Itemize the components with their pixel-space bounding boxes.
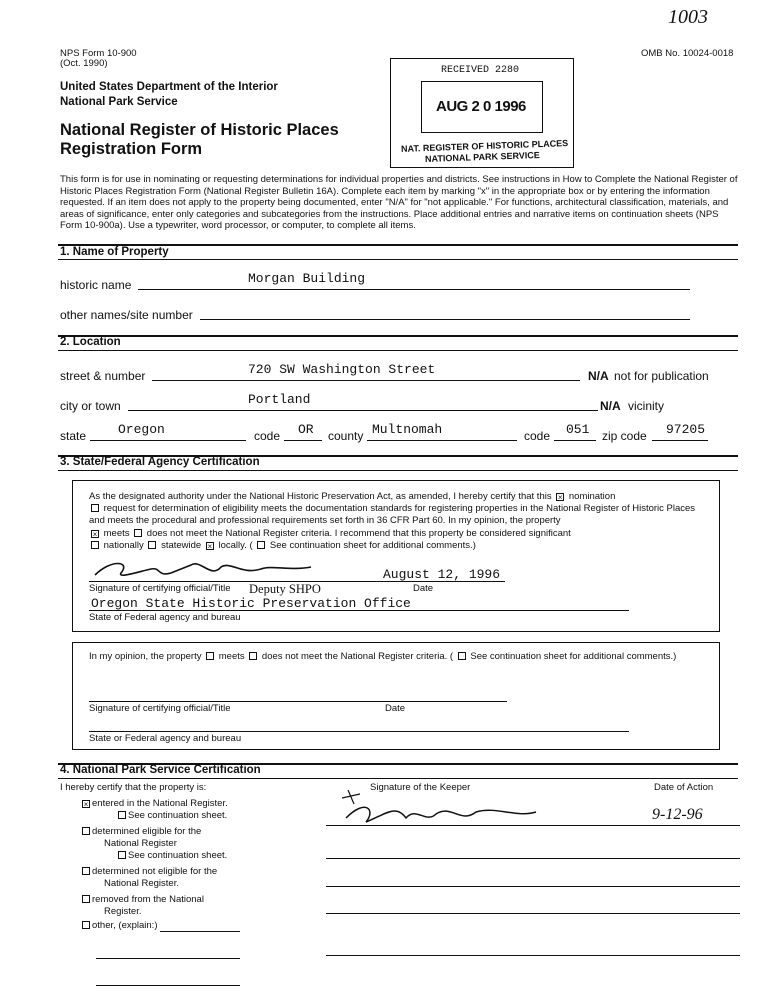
street-label: street & number: [60, 369, 146, 383]
keeper-line-1: [326, 825, 740, 826]
keeper-line-4: [326, 913, 740, 914]
county-value: Multnomah: [372, 422, 443, 437]
opinion-box: [72, 642, 720, 750]
section-1-heading: 1. Name of Property: [60, 246, 169, 258]
zip-value: 97205: [666, 422, 706, 437]
zip-label: zip code: [602, 429, 647, 443]
opinion-agency-line: [89, 731, 629, 732]
entered-item: [80, 798, 228, 810]
keeper-label: Signature of the Keeper: [370, 782, 471, 793]
other-label: other, (explain:): [92, 920, 158, 931]
opinion-not-meet-label: does not meet the National Register criteria. (: [261, 651, 454, 662]
county-line: [367, 440, 517, 441]
department: United States Department of the Interior: [60, 81, 278, 93]
omb-number: OMB No. 10024-0018: [641, 48, 734, 59]
agency-label: State of Federal agency and bureau: [89, 612, 241, 623]
cert-standards: request for determination of eligibility meets the documentation standards for registering properties in the National Register of Historic Places and meets the procedural and professional requirements set forth in 36 CFR Part 60. In my opinion, the property: [89, 503, 696, 527]
det-eligible-label: determined eligible for the: [92, 826, 202, 837]
section-1-underline: [58, 259, 738, 260]
section-4-underline: [58, 778, 738, 779]
det-eligible-checkbox[interactable]: [82, 827, 90, 835]
county-code-value: 051: [566, 422, 590, 437]
other-item: [80, 920, 157, 931]
historic-name-value: Morgan Building: [248, 271, 366, 286]
received-stamp: [390, 58, 574, 168]
other-line-2: [96, 958, 240, 959]
entered-checkbox[interactable]: ×: [83, 800, 89, 809]
opinion-intro: In my opinion, the property: [89, 651, 202, 662]
locally-label: locally. (: [218, 539, 253, 551]
vicinity-label: vicinity: [628, 399, 665, 413]
det-not-line2: National Register.: [104, 878, 179, 889]
opinion-date-label: Date: [385, 703, 406, 714]
state-certification-box: [72, 480, 720, 632]
certify-label: I hereby certify that the property is:: [60, 782, 207, 793]
state-value: Oregon: [118, 422, 165, 437]
action-date-label: Date of Action: [654, 782, 714, 793]
action-date-value: 9-12-96: [652, 806, 703, 823]
stamp-line1: NAT. REGISTER OF HISTORIC PLACES: [400, 138, 569, 154]
other-checkbox[interactable]: [82, 921, 90, 929]
city-line: [128, 410, 598, 411]
continuation-checkbox[interactable]: [257, 541, 265, 549]
opinion-meets-label: meets: [218, 651, 245, 662]
state-code-label: code: [254, 429, 281, 443]
agency-value: Oregon State Historic Preservation Office: [91, 596, 411, 611]
section-3-heading: 3. State/Federal Agency Certification: [60, 456, 260, 468]
street-value: 720 SW Washington Street: [248, 362, 436, 377]
section-2-underline: [58, 350, 738, 351]
vicinity-value: N/A: [600, 399, 621, 413]
handwritten-number: 1003: [668, 6, 708, 28]
det-eligible-continuation-checkbox[interactable]: [118, 851, 126, 859]
cert-intro: As the designated authority under the National Historic Preservation Act, as amended, I hereby certify that this: [89, 491, 552, 502]
entered-continuation: [116, 810, 227, 821]
entered-continuation-checkbox[interactable]: [118, 811, 126, 819]
instructions: This form is for use in nominating or requesting determinations for individual properties and districts. See instructions in How to Complete the National Register of Historic Places Registration Form (National Register Bulletin 16A). Complete each item by marking "x" in the appropriate box or by entering the information requested. If an item does not apply to the property being documented, enter "N/A" for "not applicable." For functions, architectural classification, materials, and areas of significance, enter only categories and subcategories from the instructions. Place additional entries and narrative items on continuation sheets (NPS Form 10-900a). Use a typewriter, word processor, or computer, to complete all items.: [60, 174, 738, 231]
does-not-meet-checkbox[interactable]: [134, 529, 142, 537]
state-code-value: OR: [298, 422, 314, 437]
keeper-signature-icon: [336, 784, 556, 828]
det-eligible-line2: National Register: [104, 838, 177, 849]
signature-label: Signature of certifying official/Title: [89, 583, 231, 594]
form-title: National Register of Historic Places: [60, 121, 339, 139]
official-title-value: Deputy SHPO: [249, 582, 321, 596]
form-subtitle: Registration Form: [60, 140, 203, 158]
state-code-line: [284, 440, 322, 441]
historic-name-label: historic name: [60, 278, 132, 292]
det-not-checkbox[interactable]: [82, 867, 90, 875]
entered-label: entered in the National Register.: [92, 798, 228, 809]
nationally-label: nationally: [103, 539, 144, 551]
section-2-heading: 2. Location: [60, 336, 121, 348]
removed-label: removed from the National: [92, 894, 204, 905]
opinion-text: [89, 651, 709, 663]
opinion-continuation-checkbox[interactable]: [458, 652, 466, 660]
form-number: NPS Form 10-900: [60, 48, 137, 59]
removed-item: [80, 894, 204, 905]
county-label: county: [328, 429, 364, 443]
service: National Park Service: [60, 96, 178, 108]
statewide-label: statewide: [161, 539, 202, 551]
other-line-1: [160, 931, 240, 932]
nationally-checkbox[interactable]: [91, 541, 99, 549]
stamp-line2: NATIONAL PARK SERVICE: [424, 149, 540, 165]
det-eligible-continuation-label: See continuation sheet.: [128, 850, 228, 861]
section-3-underline: [58, 470, 738, 471]
county-code-label: code: [524, 429, 551, 443]
det-eligible-continuation: [116, 850, 227, 861]
opinion-agency-label: State or Federal agency and bureau: [89, 733, 242, 744]
stamp-received: RECEIVED 2280: [441, 65, 520, 76]
signature-date-value: August 12, 1996: [383, 567, 501, 582]
other-names-line: [200, 319, 690, 320]
nfp-value: N/A: [588, 369, 609, 383]
request-checkbox[interactable]: [91, 504, 99, 512]
date-label: Date: [413, 583, 434, 594]
does-not-meet-label: does not meet the National Register criteria. I recommend that this property be considered significant: [146, 527, 571, 539]
stamp-date-box: [421, 81, 543, 133]
statewide-checkbox[interactable]: [148, 541, 156, 549]
nomination-checkbox[interactable]: ×: [557, 493, 563, 502]
certification-text: [89, 491, 709, 552]
opinion-signature-line: [89, 701, 507, 702]
keeper-line-3: [326, 886, 740, 887]
state-label: state: [60, 429, 87, 443]
other-names-label: other names/site number: [60, 308, 193, 322]
det-not-label: determined not eligible for the: [92, 866, 218, 877]
det-not-item: [80, 866, 217, 877]
section-4-heading: 4. National Park Service Certification: [60, 764, 261, 776]
street-line: [152, 380, 580, 381]
form-date: (Oct. 1990): [60, 58, 108, 69]
entered-continuation-label: See continuation sheet.: [128, 810, 228, 821]
state-line: [90, 440, 246, 441]
county-code-line: [554, 440, 596, 441]
meets-checkbox[interactable]: ×: [92, 529, 98, 539]
keeper-line-2: [326, 858, 740, 859]
opinion-signature-label: Signature of certifying official/Title: [89, 703, 231, 714]
opinion-not-meet-checkbox[interactable]: [249, 652, 257, 660]
agency-line: [89, 610, 629, 611]
other-line-3: [96, 985, 240, 986]
shpo-signature-icon: [91, 555, 331, 583]
nfp-label: not for publication: [614, 369, 709, 383]
stamp-date: AUG 2 0 1996: [436, 98, 526, 115]
historic-name-line: [138, 289, 690, 290]
keeper-line-5: [326, 955, 740, 956]
meets-label: meets: [103, 527, 130, 539]
opinion-continuation-label: See continuation sheet for additional comments.): [470, 651, 677, 662]
locally-checkbox[interactable]: ×: [207, 541, 213, 551]
removed-checkbox[interactable]: [82, 895, 90, 903]
removed-line2: Register.: [104, 906, 142, 917]
city-value: Portland: [248, 392, 311, 407]
section-2-rule: [58, 335, 738, 337]
det-eligible-item: [80, 826, 201, 837]
zip-line: [652, 440, 708, 441]
continuation-label: See continuation sheet for additional comments.): [269, 539, 476, 551]
opinion-meets-checkbox[interactable]: [206, 652, 214, 660]
city-label: city or town: [60, 399, 121, 413]
nomination-label: nomination: [568, 491, 616, 502]
